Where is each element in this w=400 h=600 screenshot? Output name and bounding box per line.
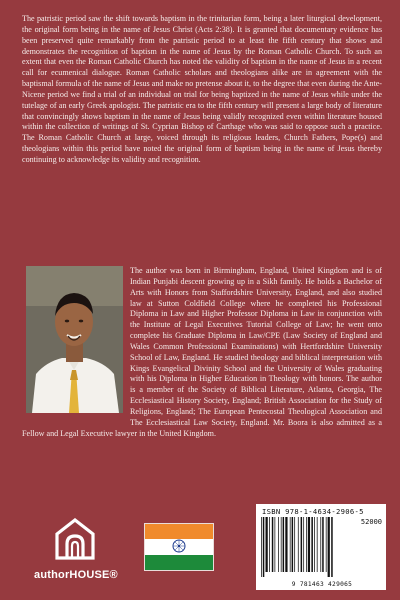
- barcode-bar: [290, 517, 291, 572]
- isbn-barcode: [256, 504, 386, 590]
- barcode-bar: [285, 517, 287, 572]
- barcode-bar: [292, 517, 294, 572]
- barcode-bar: [272, 517, 274, 572]
- barcode-bar: [266, 517, 268, 572]
- ean-digits: 9 781463 429065: [291, 581, 353, 588]
- barcode-bar: [261, 517, 262, 577]
- authorhouse-house-icon: [55, 518, 95, 560]
- barcode-bar: [281, 517, 282, 572]
- barcode-bar: [298, 517, 299, 572]
- barcode-bar: [283, 517, 285, 572]
- barcode-bar: [317, 517, 318, 572]
- flag-white-band: [145, 539, 213, 554]
- barcode-bar: [314, 517, 315, 572]
- barcode-bar: [294, 517, 295, 572]
- book-synopsis: The patristic period saw the shift towards baptism in the trinitarian form, being a later liturgical development, the original form being in the name of Jesus Christ (Acts 2:38). It is granted that documentary evidence has been preserved quite remarkably from the patristic period to at least the fifth century that shows and demonstrates the recognition of baptism in the name of Jesus by the Roman Catholic Church. To such an extent that even the Roman Catholic Church has noted the validity of baptism in the name of Jesus in a recent call for ecumenical dialogue. Roman Catholic scholars and theologians alike are in agreement with the baptismal formula of the name of Jesus and make no pretense about it, to the degree that even during the Ante-Nicene period we find a trial of an individual on trial for being baptized in the name of Jesus while under the tutelage of an early Greek apologist. The patristic era to the fifth century will present a large body of literature that convincingly shows baptism in the name of Jesus being validly recognized even within literature housed within the collection of writings of St. Cyprian Bishop of Carthage who was said to oppose such a practice. The Roman Catholic Church at large, voiced through its religious leaders, Church Fathers, Pope(s) and theologians within this period have noted the original form of baptism being in the name of Jesus thereby continuing to acknowledge its validity and recognition.: [22, 14, 382, 164]
- barcode-bar: [328, 517, 330, 577]
- barcode-bars: [260, 517, 352, 577]
- price-code: 52000: [360, 518, 382, 526]
- india-flag: [144, 523, 214, 571]
- barcode-bar: [278, 517, 279, 572]
- publisher-logo: [34, 518, 116, 584]
- barcode-bar: [320, 517, 321, 572]
- barcode-bar: [301, 517, 303, 572]
- barcode-bar: [308, 517, 310, 572]
- barcode-bar: [311, 517, 313, 572]
- barcode-bar: [306, 517, 307, 572]
- flag-saffron-band: [145, 524, 213, 539]
- isbn-label: ISBN 978-1-4634-2906-5: [262, 507, 364, 516]
- ashoka-chakra-icon: [172, 539, 186, 553]
- barcode-bar: [326, 517, 327, 572]
- author-bio-section: [22, 266, 382, 440]
- barcode-bar: [303, 517, 304, 572]
- barcode-bar: [269, 517, 270, 572]
- barcode-bar: [322, 517, 324, 572]
- barcode-bar: [331, 517, 333, 577]
- publisher-name: authorHOUSE®: [34, 569, 118, 581]
- author-bio: The author was born in Birmingham, England, United Kingdom and is of Indian Punjabi descent growing up in a Sikh family. He holds a Bachelor of Arts with Honors from Staffordshire University, England, and also studied law at Sutton Coldfield College where he completed his Professional Diploma in Law and Higher Professor Diploma in Law in conjunction with the Institute of Legal Executives Tutorial College of Law; he went onto complete his Graduate Diploma in Law/CPE (Law Society of England and Wales Common Professional Examinations) with Hertfordshire University School of Law, England. He studied theology and biblical interpretation with Kings Evangelical Divinity School and the University of Wales graduating with his Diploma in Higher Education in Theology with honors. The author is a member of the Society of Biblical Literature, Atlanta, Georgia, The Ecclesiastical History Society, England; British Association for the Study of Religions, England; The European Pentecostal Theological Association and The Ecclesiastical Law Society, England. Mr. Boora is also admitted as a Fellow and Legal Executive lawyer in the United Kingdom.: [22, 266, 382, 438]
- barcode-bar: [275, 517, 276, 572]
- flag-green-band: [145, 555, 213, 570]
- barcode-bar: [263, 517, 265, 577]
